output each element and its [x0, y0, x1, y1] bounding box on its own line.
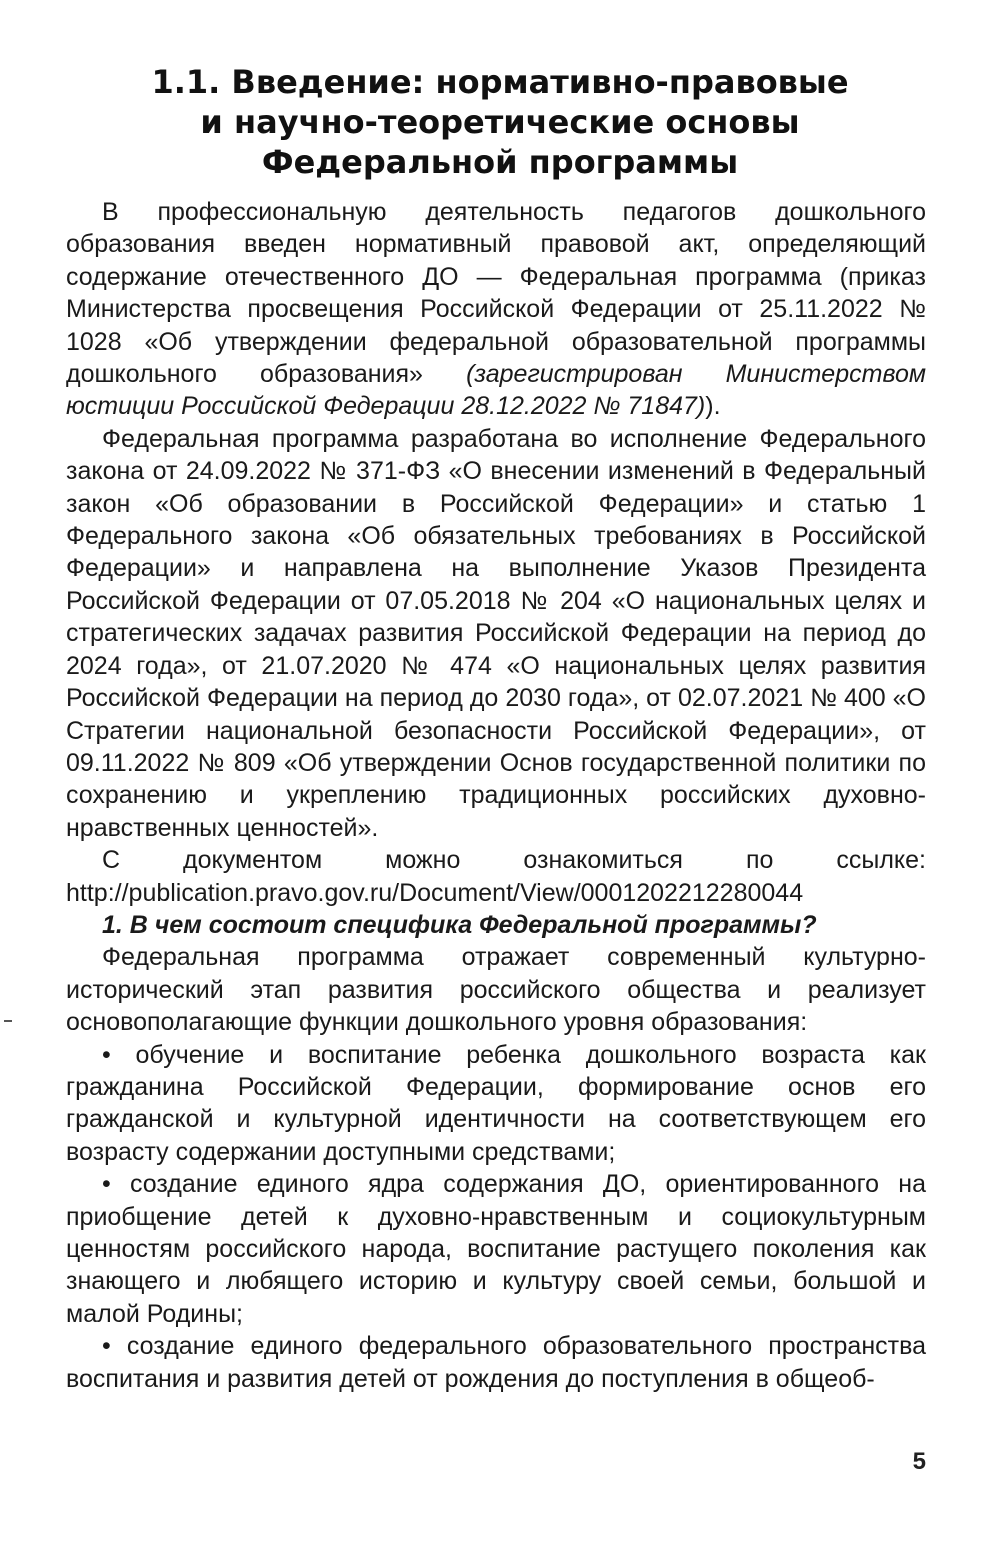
registration-note: (зарегистрирован Министерством юстиции Российской Федерации 28.12.2022 № 71847): [66, 360, 926, 421]
paragraph-intro: [66, 196, 926, 423]
scan-mark: [4, 1020, 12, 1022]
bullet-item-3: • создание единого федерального образовательного пространства воспитания и развития детей от рождения до поступления в общеоб-: [66, 1332, 926, 1393]
paragraph-intro-text: В профессиональную деятельность педагогов дошкольного образования введен нормативный правовой акт, определяющий содержание отечественного ДО — Федеральная программа (приказ Министерства просвещения Российской Федерации от 25.11.2022 № 1028 «Об утверждении федеральной образовательной программы дошкольного образования»: [66, 198, 926, 389]
paragraph-document-link: С документом можно ознакомиться по ссылке: http://publication.pravo.gov.ru/Document/View/0001202212280044: [66, 846, 926, 907]
paragraph-specifics: Федеральная программа отражает современный культурно-исторический этап развития российского общества и реализует основополагающие функции дошкольного уровня образования:: [66, 943, 926, 1037]
section-title-line-2: и научно-теоретические основы: [200, 103, 800, 141]
question-heading: 1. В чем состоит специфика Федеральной программы?: [102, 910, 817, 939]
section-title-line-3: Федеральной программы: [261, 143, 739, 181]
section-title: [120, 62, 880, 182]
section-title-line-1: 1.1. Введение: нормативно-правовые: [151, 63, 849, 101]
paragraph-legal-basis: Федеральная программа разработана во исполнение Федерального закона от 24.09.2022 № 371-ФЗ «О внесении изменений в Федеральный закон «Об образовании в Российской Федерации» и статью 1 Федерального закона «Об обязательных требованиях в Российской Федерации» и направлена на выполнение Указов Президента Российской Федерации от 07.05.2018 № 204 «О национальных целях и стратегических задачах развития Российской Федерации на период до 2024 года», от 21.07.2020 № 474 «О национальных целях развития Российской Федерации на период до 2030 года», от 02.07.2021 № 400 «О Стратегии национальной безопасности Российской Федерации», от 09.11.2022 № 809 «Об утверждении Основ государственной политики по сохранению и укреплению традиционных российских духовно-нравственных ценностей».: [66, 424, 926, 842]
body-text: [66, 196, 926, 1395]
bullet-item-1: • обучение и воспитание ребенка дошкольного возраста как гражданина Российской Федерации, формирование основ его гражданской и культурной идентичности на соответствующем его возрасту содержании доступными средствами;: [66, 1040, 926, 1166]
bullet-item-2: • создание единого ядра содержания ДО, ориентированного на приобщение детей к духовно-нравственным и социокультурным ценностям российского народа, воспитание растущего поколения как знающего и любящего историю и культуру своей семьи, большой и малой Родины;: [66, 1170, 926, 1328]
paragraph-intro-end: ).: [705, 392, 721, 421]
page-number: 5: [912, 1448, 926, 1475]
